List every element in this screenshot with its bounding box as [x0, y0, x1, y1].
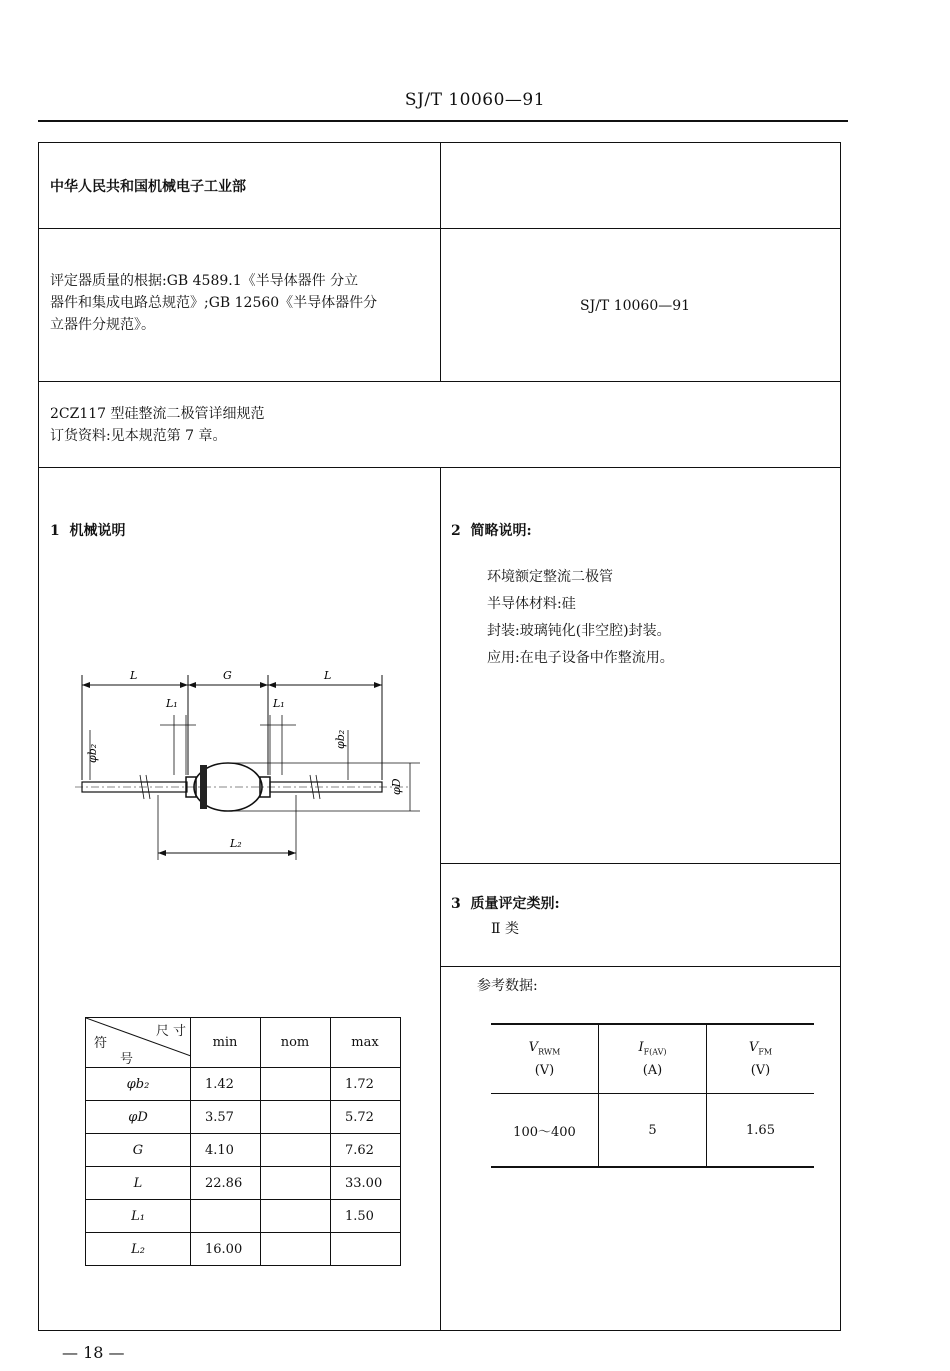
section1-heading: 1 机械说明	[50, 523, 126, 539]
symbol-cell: G	[86, 1134, 191, 1167]
column-header: max	[331, 1018, 401, 1068]
table-row	[86, 1101, 401, 1134]
table-row	[86, 1167, 401, 1200]
symbol-cell: φD	[86, 1101, 191, 1134]
spec-title-line-1: 2CZ117 型硅整流二极管详细规范	[50, 406, 265, 422]
dim-label-G: G	[223, 669, 232, 682]
basis-text	[50, 270, 435, 336]
divider-main	[440, 467, 441, 1331]
dim-label-L-left: L	[130, 669, 138, 682]
corner-top-label: 尺 寸	[155, 1024, 186, 1039]
param-symbol: V	[528, 1040, 539, 1056]
nom-cell	[261, 1068, 331, 1101]
description-line: 封装:玻璃钝化(非空腔)封装。	[487, 623, 671, 639]
nom-cell	[261, 1101, 331, 1134]
section3-heading: 3 质量评定类别:	[451, 896, 560, 912]
divider-top	[440, 142, 441, 382]
max-cell: 33.00	[331, 1167, 401, 1200]
param-subscript: F(AV)	[643, 1047, 667, 1057]
min-cell	[191, 1200, 261, 1233]
row-line-1	[38, 228, 841, 229]
param-symbol: I	[638, 1040, 644, 1056]
reference-value: 5	[599, 1094, 707, 1168]
max-cell: 7.62	[331, 1134, 401, 1167]
nom-cell	[261, 1200, 331, 1233]
diode-outline-drawing	[70, 655, 430, 870]
reference-col-ifav	[599, 1024, 707, 1094]
description-line: 环境额定整流二极管	[487, 569, 613, 585]
dim-label-L2: L₂	[230, 837, 242, 850]
reference-col-vfm	[707, 1024, 815, 1094]
page-number: — 18 —	[62, 1343, 125, 1362]
spec-title-line-2: 订货资料:见本规范第 7 章。	[50, 428, 227, 444]
symbol-cell: φb₂	[86, 1068, 191, 1101]
right-line-2	[440, 966, 841, 967]
reference-data-row	[491, 1094, 814, 1168]
dim-label-phi-b2-right: φb₂	[334, 729, 347, 749]
param-subscript: RWM	[538, 1047, 561, 1057]
page-header: SJ/T 10060—91	[404, 90, 546, 110]
symbol-cell: L₂	[86, 1233, 191, 1266]
row-line-2	[38, 381, 841, 382]
max-cell: 1.50	[331, 1200, 401, 1233]
nom-cell	[261, 1233, 331, 1266]
dim-label-phi-D: φD	[390, 778, 403, 795]
max-cell: 5.72	[331, 1101, 401, 1134]
min-cell: 16.00	[191, 1233, 261, 1266]
description-line: 半导体材料:硅	[487, 596, 576, 612]
table-row	[86, 1134, 401, 1167]
param-unit: (V)	[750, 1062, 771, 1078]
basis-line-3: 立器件分规范》。	[50, 317, 155, 333]
param-subscript: FM	[758, 1047, 773, 1057]
reference-header-row	[491, 1024, 814, 1094]
issuer: 中华人民共和国机械电子工业部	[50, 179, 246, 195]
reference-value: 100～400	[491, 1094, 599, 1168]
max-cell	[331, 1233, 401, 1266]
nom-cell	[261, 1134, 331, 1167]
dimensions-table	[85, 1017, 401, 1266]
description-line: 应用:在电子设备中作整流用。	[487, 650, 674, 666]
corner-cell	[86, 1018, 191, 1068]
table-row	[86, 1200, 401, 1233]
section2-body	[487, 564, 674, 672]
min-cell: 1.42	[191, 1068, 261, 1101]
header-rule	[38, 120, 848, 122]
standard-ref: SJ/T 10060—91	[580, 298, 691, 314]
table-row	[86, 1068, 401, 1101]
reference-table	[491, 1023, 814, 1168]
basis-line-1: 评定器质量的根据:GB 4589.1《半导体器件 分立	[50, 273, 359, 289]
table-header-row	[86, 1018, 401, 1068]
param-unit: (A)	[642, 1062, 663, 1078]
reference-heading: 参考数据:	[477, 978, 538, 994]
column-header: min	[191, 1018, 261, 1068]
dim-label-phi-b2-left: φb₂	[86, 743, 99, 763]
min-cell: 4.10	[191, 1134, 261, 1167]
dim-label-L1-left: L₁	[166, 697, 178, 710]
symbol-cell: L₁	[86, 1200, 191, 1233]
nom-cell	[261, 1167, 331, 1200]
quality-category: Ⅱ 类	[491, 921, 519, 937]
spec-title	[50, 403, 265, 447]
dim-label-L-right: L	[324, 669, 332, 682]
param-symbol: V	[748, 1040, 759, 1056]
min-cell: 22.86	[191, 1167, 261, 1200]
section2-heading: 2 简略说明:	[451, 523, 532, 539]
dim-label-L1-right: L₁	[273, 697, 285, 710]
basis-line-2: 器件和集成电路总规范》;GB 12560《半导体器件分	[50, 295, 378, 311]
corner-bottom-label: 号	[120, 1052, 134, 1067]
reference-col-vrwm	[491, 1024, 599, 1094]
symbol-cell: L	[86, 1167, 191, 1200]
table-row	[86, 1233, 401, 1266]
right-line-1	[440, 863, 841, 864]
param-unit: (V)	[534, 1062, 555, 1078]
reference-value: 1.65	[707, 1094, 815, 1168]
min-cell: 3.57	[191, 1101, 261, 1134]
corner-left-label: 符	[94, 1036, 108, 1051]
column-header: nom	[261, 1018, 331, 1068]
max-cell: 1.72	[331, 1068, 401, 1101]
